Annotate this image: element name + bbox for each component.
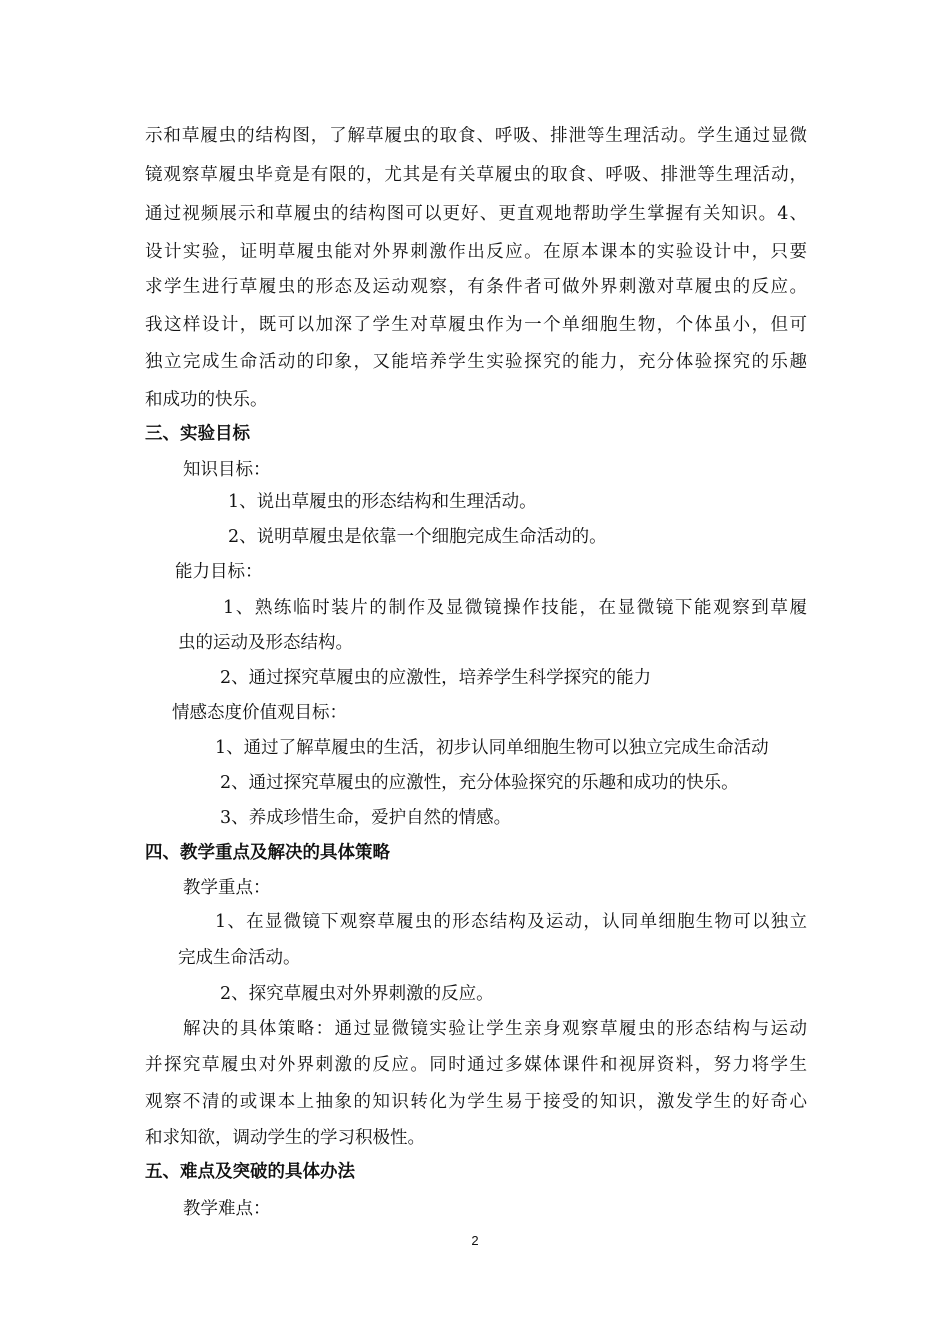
list-item: 1、说出草履虫的形态结构和生理活动。 [228,492,537,512]
body-line: 并探究草履虫对外界刺激的反应。同时通过多媒体课件和视屏资料，努力将学生 [145,1055,807,1075]
list-item: 1、通过了解草履虫的生活，初步认同单细胞生物可以独立完成生命活动 [215,738,769,758]
list-item: 2、通过探究草履虫的应激性，充分体验探究的乐趣和成功的快乐。 [220,773,739,793]
body-line: 通过视频展示和草履虫的结构图可以更好、更直观地帮助学生掌握有关知识。4、 [145,204,807,224]
body-line: 我这样设计，既可以加深了学生对草履虫作为一个单细胞生物，个体虽小，但可 [145,315,807,335]
list-item: 2、说明草履虫是依靠一个细胞完成生命活动的。 [228,527,607,547]
list-item: 1、在显微镜下观察草履虫的形态结构及运动，认同单细胞生物可以独立 [215,912,807,932]
body-line: 独立完成生命活动的印象，又能培养学生实验探究的能力，充分体验探究的乐趣 [145,352,807,372]
body-line: 观察不清的或课本上抽象的知识转化为学生易于接受的知识，激发学生的好奇心 [145,1092,807,1112]
section-heading: 五、难点及突破的具体办法 [145,1162,355,1182]
subheading: 能力目标： [175,562,263,582]
section-heading: 三、实验目标 [145,424,250,444]
section-heading: 四、教学重点及解决的具体策略 [145,843,390,863]
list-item: 完成生命活动。 [178,948,301,968]
list-item: 2、通过探究草履虫的应激性，培养学生科学探究的能力 [220,668,652,688]
list-item: 1、熟练临时装片的制作及显微镜操作技能，在显微镜下能观察到草履 [223,598,807,618]
list-item: 虫的运动及形态结构。 [178,633,353,653]
list-item: 2、探究草履虫对外界刺激的反应。 [220,984,494,1004]
body-line: 求学生进行草履虫的形态及运动观察，有条件者可做外界刺激对草履虫的反应。 [145,277,807,297]
body-line: 和求知欲，调动学生的学习积极性。 [145,1128,425,1148]
subheading: 知识目标： [183,460,271,480]
body-line: 和成功的快乐。 [145,390,268,410]
body-line: 解决的具体策略：通过显微镜实验让学生亲身观察草履虫的形态结构与运动 [183,1019,807,1039]
list-item: 3、养成珍惜生命，爱护自然的情感。 [220,808,512,828]
body-line: 设计实验，证明草履虫能对外界刺激作出反应。在原本课本的实验设计中，只要 [145,242,807,262]
body-line: 示和草履虫的结构图，了解草履虫的取食、呼吸、排泄等生理活动。学生通过显微 [145,126,807,146]
subheading: 教学重点： [183,878,271,898]
subheading: 情感态度价值观目标： [172,703,347,723]
subheading: 教学难点： [183,1199,271,1219]
page-number: 2 [471,1233,479,1248]
body-line: 镜观察草履虫毕竟是有限的，尤其是有关草履虫的取食、呼吸、排泄等生理活动， [145,165,807,185]
